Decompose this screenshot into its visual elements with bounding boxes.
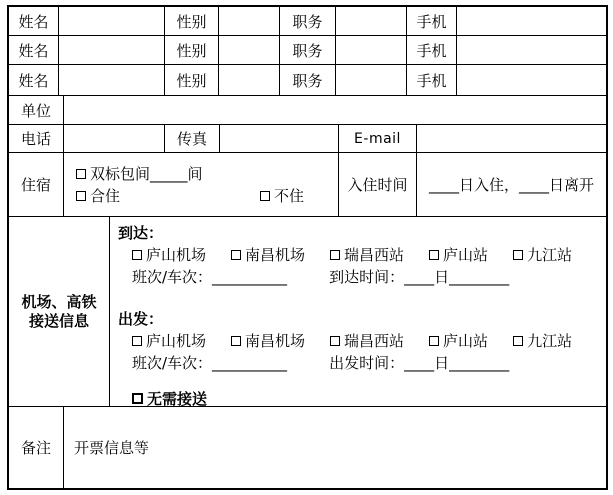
arrival-station-option[interactable] [231,245,305,265]
unit-input-cell[interactable] [64,96,606,125]
no-pickup-option[interactable] [132,388,602,407]
double-room-option[interactable] [76,163,203,185]
name-input-cell[interactable] [59,7,165,36]
gender-label: 性别 [165,65,219,96]
pickup-section-label-line2: 接送信息 [28,311,89,330]
pickup-section-label [9,217,110,407]
station-label: 庐山机场 [146,332,207,350]
phone-label: 电话 [9,125,64,153]
name-label: 姓名 [9,7,59,36]
position-input-cell[interactable] [336,65,407,96]
station-label: 南昌机场 [245,246,306,264]
name-label: 姓名 [9,65,59,96]
checkbox-icon[interactable] [231,250,241,260]
contact-row [9,125,606,153]
pickup-section-label-line1: 机场、高铁 [21,292,97,311]
fax-label: 传真 [165,125,220,153]
station-label: 瑞昌西站 [344,332,405,350]
checkin-time-input-cell[interactable]: ____日入住，____日离开 [417,153,606,217]
departure-trip-line [132,353,602,373]
departure-station-option[interactable] [231,331,305,351]
mobile-label: 手机 [407,65,457,96]
arrival-station-option[interactable] [513,245,572,265]
arrival-stations [132,245,602,265]
arrival-time-field[interactable]: 到达时间：____日________ [329,268,510,286]
station-label: 南昌机场 [245,332,306,350]
position-input-cell[interactable] [336,36,407,65]
checkbox-icon[interactable] [429,250,439,260]
gender-input-cell[interactable] [219,65,280,96]
mobile-input-cell[interactable] [457,65,606,96]
departure-station-option[interactable] [429,331,488,351]
unit-label: 单位 [9,96,64,125]
email-label: E-mail [339,125,417,153]
no-stay-option-label: 不住 [274,186,305,205]
departure-title: 出发： [118,310,164,328]
share-room-option[interactable] [76,185,120,207]
no-stay-option[interactable] [260,185,304,207]
accommodation-row [9,153,606,217]
pickup-content-cell [110,217,606,407]
checkbox-icon[interactable] [76,169,86,179]
name-input-cell[interactable] [59,65,165,96]
email-input-cell[interactable] [417,125,606,153]
departure-station-option[interactable] [132,331,206,351]
departure-stations [132,331,602,351]
position-label: 职务 [280,65,336,96]
checkbox-icon[interactable] [231,336,241,346]
checkbox-icon[interactable] [429,336,439,346]
departure-station-option[interactable] [513,331,572,351]
phone-input-cell[interactable] [64,125,165,153]
checkbox-icon[interactable] [513,336,523,346]
attendee-row-3 [9,65,606,96]
checkbox-icon[interactable] [330,336,340,346]
arrival-trip-line [132,267,602,287]
arrival-trip-number-field[interactable]: 班次/车次：__________ [132,268,288,286]
share-room-option-label: 合住 [90,186,121,205]
checkbox-icon[interactable] [132,336,142,346]
attendee-row-2 [9,36,606,65]
checkbox-icon[interactable] [132,250,142,260]
mobile-label: 手机 [407,36,457,65]
unit-row [9,96,606,125]
arrival-title: 到达： [118,224,164,242]
position-input-cell[interactable] [336,7,407,36]
checkbox-icon[interactable] [513,250,523,260]
position-label: 职务 [280,36,336,65]
no-pickup-option-label: 无需接送 [147,390,208,407]
station-label: 九江站 [527,246,573,264]
name-label: 姓名 [9,36,59,65]
remarks-row [9,407,606,488]
mobile-label: 手机 [407,7,457,36]
remarks-input-cell[interactable]: 开票信息等 [74,439,150,457]
departure-trip-number-field[interactable]: 班次/车次：__________ [132,354,288,372]
station-label: 九江站 [527,332,573,350]
gender-label: 性别 [165,7,219,36]
gender-input-cell[interactable] [219,36,280,65]
checkbox-icon[interactable] [330,250,340,260]
accommodation-label: 住宿 [9,153,64,217]
registration-form-table [7,5,608,490]
arrival-block [118,223,602,287]
station-label: 庐山站 [443,332,489,350]
arrival-station-option[interactable] [330,245,404,265]
remarks-label: 备注 [9,407,64,488]
station-label: 庐山站 [443,246,489,264]
attendee-row-1 [9,7,606,36]
departure-block [118,309,602,373]
gender-input-cell[interactable] [219,7,280,36]
mobile-input-cell[interactable] [457,36,606,65]
position-label: 职务 [280,7,336,36]
station-label: 庐山机场 [146,246,207,264]
checkin-time-label: 入住时间 [339,153,417,217]
arrival-station-option[interactable] [132,245,206,265]
station-label: 瑞昌西站 [344,246,405,264]
fax-input-cell[interactable] [220,125,339,153]
checkbox-icon[interactable] [260,191,270,201]
accommodation-options-cell [64,153,339,217]
checkbox-icon[interactable] [76,191,86,201]
arrival-station-option[interactable] [429,245,488,265]
checkbox-icon[interactable] [132,393,143,404]
departure-station-option[interactable] [330,331,404,351]
pickup-row [9,217,606,407]
departure-time-field[interactable]: 出发时间：____日________ [329,354,510,372]
mobile-input-cell[interactable] [457,7,606,36]
gender-label: 性别 [165,36,219,65]
name-input-cell[interactable] [59,36,165,65]
double-room-option-label: 双标包间_____间 [90,164,203,183]
accommodation-options-line2 [76,185,304,207]
